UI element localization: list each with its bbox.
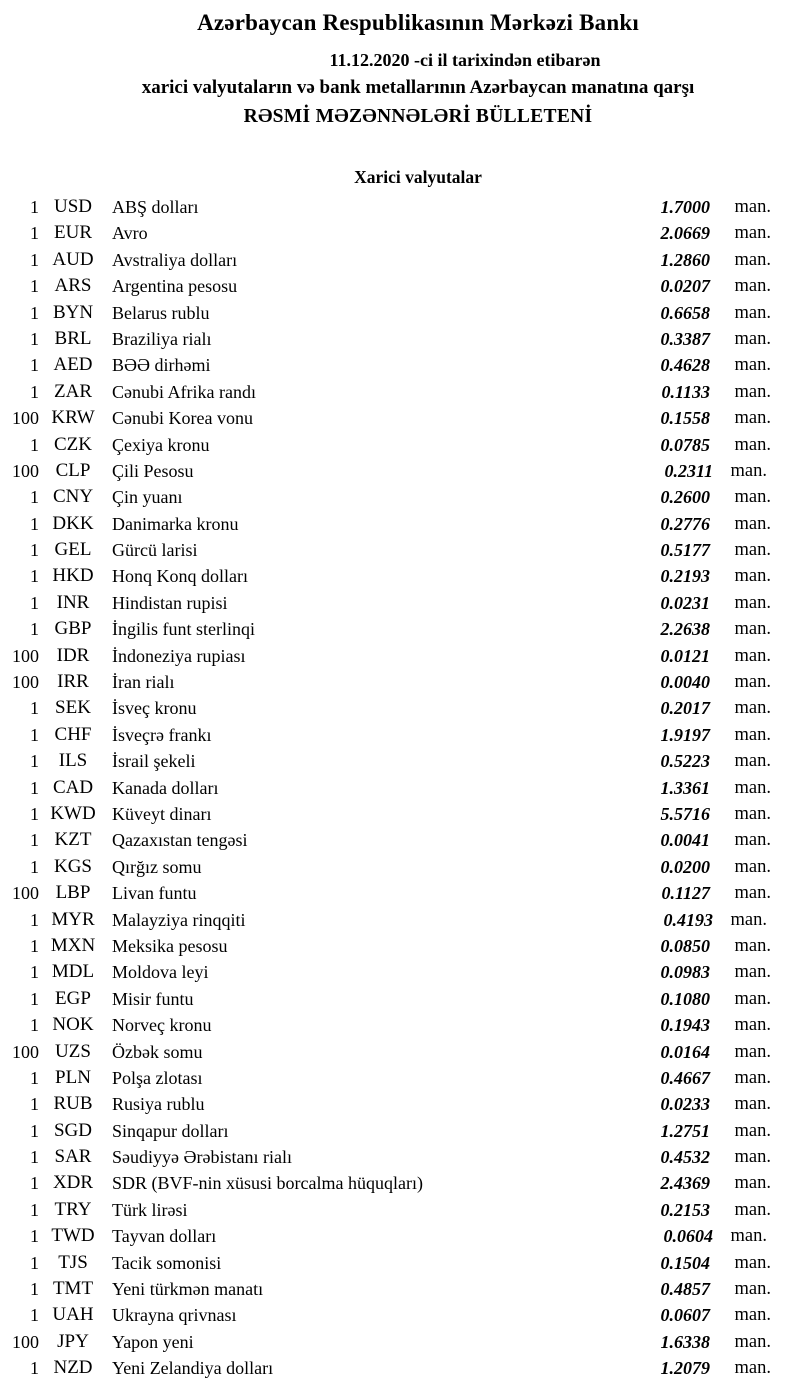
quantity-cell: 1 <box>30 1120 39 1141</box>
currency-code-cell: TMT <box>52 1278 94 1300</box>
currency-name-cell: Avstraliya dolları <box>112 249 238 270</box>
unit-label-cell: man. <box>734 645 771 666</box>
unit-label-cell: man. <box>734 698 771 719</box>
currency-code-cell: ARS <box>54 275 92 297</box>
quantity-cell: 1 <box>30 1147 39 1168</box>
table-row <box>0 643 800 669</box>
unit-label-cell: man. <box>734 328 771 349</box>
currency-code-cell: HKD <box>52 565 94 587</box>
bulletin-header <box>0 0 800 132</box>
rate-value-cell: 0.2776 <box>660 513 710 534</box>
rate-value-cell: 0.0607 <box>660 1305 710 1326</box>
currency-name-cell: Braziliya rialı <box>112 328 212 349</box>
rate-value-cell: 0.0785 <box>660 434 710 455</box>
unit-label-cell: man. <box>734 434 771 455</box>
currency-code-cell: NZD <box>53 1357 93 1379</box>
quantity-cell: 1 <box>30 592 39 613</box>
unit-label-cell: man. <box>734 935 771 956</box>
unit-label-cell: man. <box>734 1305 771 1326</box>
currency-name-cell: İran rialı <box>112 672 175 693</box>
currency-name-cell: Qazaxıstan tengəsi <box>112 830 248 851</box>
rate-value-cell: 5.5716 <box>660 803 710 824</box>
currency-code-cell: MYR <box>51 908 95 930</box>
currency-name-cell: Özbək somu <box>112 1041 203 1062</box>
unit-label-cell: man. <box>734 540 771 561</box>
rate-value-cell: 0.1133 <box>661 381 710 402</box>
table-row <box>0 1329 800 1355</box>
currency-name-cell: ABŞ dolları <box>112 197 199 217</box>
currency-name-cell: Yeni Zelandiya dolları <box>112 1358 274 1379</box>
currency-name-cell: Yapon yeni <box>112 1331 194 1352</box>
quantity-cell: 1 <box>30 909 39 930</box>
table-row <box>0 933 800 959</box>
unit-label-cell: man. <box>734 1067 771 1088</box>
currency-code-cell: EUR <box>54 222 92 244</box>
currency-code-cell: LBP <box>55 882 91 904</box>
unit-label-cell: man. <box>734 302 771 323</box>
currency-code-cell: XDR <box>52 1172 94 1194</box>
currency-code-cell: BRL <box>54 327 92 349</box>
currency-code-cell: NOK <box>52 1014 94 1036</box>
currency-name-cell: Küveyt dinarı <box>112 803 212 824</box>
currency-code-cell: CAD <box>52 776 94 798</box>
currency-code-cell: ZAR <box>54 380 92 402</box>
currency-code-cell: KWD <box>50 802 96 824</box>
currency-code-cell: JPY <box>57 1330 89 1352</box>
table-row <box>0 1170 800 1196</box>
currency-code-cell: IDR <box>56 644 90 666</box>
quantity-cell: 1 <box>30 434 39 455</box>
rate-value-cell: 0.2017 <box>660 698 710 719</box>
table-row <box>0 1276 800 1302</box>
quantity-cell: 1 <box>30 355 39 376</box>
currency-name-cell: SDR (BVF-nin xüsusi borcalma hüquqları) <box>112 1173 423 1194</box>
quantity-cell: 1 <box>30 935 39 956</box>
rate-value-cell: 0.0041 <box>660 830 710 851</box>
unit-label-cell: man. <box>734 619 771 640</box>
currency-code-cell: GEL <box>54 539 92 561</box>
currency-code-cell: DKK <box>52 512 94 534</box>
unit-label-cell: man. <box>734 1094 771 1115</box>
table-row <box>0 1223 800 1249</box>
table-row <box>0 326 800 352</box>
rate-value-cell: 2.2638 <box>660 619 710 640</box>
rate-value-cell: 1.6338 <box>660 1331 710 1352</box>
table-row <box>0 748 800 774</box>
table-row <box>0 1197 800 1223</box>
quantity-cell: 1 <box>30 328 39 349</box>
currency-code-cell: RUB <box>53 1093 93 1115</box>
currency-code-cell: PLN <box>55 1066 91 1088</box>
table-row <box>0 1144 800 1170</box>
rate-value-cell: 0.4667 <box>660 1067 710 1088</box>
table-row <box>0 273 800 299</box>
section-title-foreign-currencies: Xarici valyutalar <box>354 167 482 187</box>
effective-date-line: 11.12.2020 -ci il tarixindən etibarən <box>329 50 601 70</box>
currency-name-cell: Malayziya rinqqiti <box>112 909 246 930</box>
table-row <box>0 590 800 616</box>
unit-label-cell: man. <box>734 672 771 693</box>
rates-table <box>0 194 800 1382</box>
currency-name-cell: Kanada dolları <box>112 777 219 798</box>
table-row <box>0 352 800 378</box>
quantity-cell: 1 <box>30 223 39 244</box>
unit-label-cell: man. <box>734 1015 771 1036</box>
currency-name-cell: Səudiyyə Ərəbistanı rialı <box>112 1147 292 1168</box>
quantity-cell: 1 <box>30 619 39 640</box>
unit-label-cell: man. <box>734 1331 771 1352</box>
quantity-cell: 1 <box>30 724 39 745</box>
currency-name-cell: Türk lirəsi <box>112 1199 188 1220</box>
rate-value-cell: 0.0850 <box>660 935 710 956</box>
quantity-cell: 1 <box>30 988 39 1009</box>
unit-label-cell: man. <box>734 249 771 270</box>
rate-value-cell: 1.9197 <box>660 724 710 745</box>
quantity-cell: 100 <box>12 672 39 693</box>
rate-value-cell: 0.2311 <box>664 460 713 481</box>
table-row <box>0 1091 800 1117</box>
table-row <box>0 563 800 589</box>
quantity-cell: 1 <box>30 1252 39 1273</box>
quantity-cell: 100 <box>12 883 39 904</box>
currency-code-cell: TWD <box>51 1225 95 1247</box>
currency-name-cell: Livan funtu <box>112 883 197 904</box>
table-row <box>0 880 800 906</box>
table-row <box>0 379 800 405</box>
currency-name-cell: Moldova leyi <box>112 962 209 983</box>
quantity-cell: 100 <box>12 408 39 429</box>
unit-label-cell: man. <box>734 856 771 877</box>
rate-value-cell: 0.1943 <box>660 1015 710 1036</box>
quantity-cell: 1 <box>30 1067 39 1088</box>
quantity-cell: 1 <box>30 302 39 323</box>
currency-code-cell: KRW <box>51 407 95 429</box>
table-row <box>0 827 800 853</box>
currency-code-cell: KZT <box>54 829 92 851</box>
quantity-cell: 1 <box>30 1094 39 1115</box>
rate-value-cell: 1.3361 <box>660 777 710 798</box>
table-row <box>0 695 800 721</box>
currency-name-cell: Cənubi Afrika randı <box>112 381 256 402</box>
rate-value-cell: 0.1504 <box>660 1252 710 1273</box>
currency-name-cell: Misir funtu <box>112 988 194 1009</box>
rate-value-cell: 0.0231 <box>660 592 710 613</box>
table-row <box>0 801 800 827</box>
unit-label-cell: man. <box>730 460 767 481</box>
quantity-cell: 1 <box>30 698 39 719</box>
table-row <box>0 616 800 642</box>
table-row <box>0 458 800 484</box>
currency-code-cell: CZK <box>54 433 92 455</box>
quantity-cell: 1 <box>30 751 39 772</box>
currency-code-cell: TRY <box>54 1198 92 1220</box>
currency-name-cell: İsveç kronu <box>112 698 197 719</box>
unit-label-cell: man. <box>734 223 771 244</box>
rate-value-cell: 0.1080 <box>660 988 710 1009</box>
quantity-cell: 100 <box>12 1041 39 1062</box>
rate-value-cell: 0.4857 <box>660 1279 710 1300</box>
quantity-cell: 1 <box>30 1279 39 1300</box>
unit-label-cell: man. <box>734 777 771 798</box>
table-row <box>0 247 800 273</box>
unit-label-cell: man. <box>734 355 771 376</box>
currency-code-cell: SAR <box>54 1146 92 1168</box>
table-row <box>0 484 800 510</box>
table-row <box>0 1118 800 1144</box>
currency-name-cell: Sinqapur dolları <box>112 1120 229 1141</box>
currency-name-cell: Polşa zlotası <box>112 1067 203 1088</box>
rate-value-cell: 0.0121 <box>660 645 710 666</box>
unit-label-cell: man. <box>734 1041 771 1062</box>
quantity-cell: 100 <box>12 460 39 481</box>
currency-name-cell: Rusiya rublu <box>112 1094 205 1115</box>
unit-label-cell: man. <box>734 1147 771 1168</box>
unit-label-cell: man. <box>730 909 767 930</box>
quantity-cell: 1 <box>30 1226 39 1247</box>
currency-name-cell: Yeni türkmən manatı <box>112 1279 264 1300</box>
quantity-cell: 1 <box>30 381 39 402</box>
currency-name-cell: Danimarka kronu <box>112 513 239 534</box>
currency-code-cell: CHF <box>54 723 92 745</box>
rate-value-cell: 0.1127 <box>661 883 710 904</box>
unit-label-cell: man. <box>734 803 771 824</box>
rate-value-cell: 0.3387 <box>660 328 710 349</box>
currency-code-cell: AED <box>53 354 93 376</box>
table-row <box>0 1012 800 1038</box>
unit-label-cell: man. <box>734 1252 771 1273</box>
unit-label-cell: man. <box>734 276 771 297</box>
rate-value-cell: 0.2193 <box>660 566 710 587</box>
rate-value-cell: 0.6658 <box>660 302 710 323</box>
table-row <box>0 1065 800 1091</box>
rate-value-cell: 0.2153 <box>660 1199 710 1220</box>
currency-code-cell: INR <box>56 591 90 613</box>
currency-code-cell: EGP <box>55 987 91 1009</box>
unit-label-cell: man. <box>734 1120 771 1141</box>
quantity-cell: 1 <box>30 777 39 798</box>
unit-label-cell: man. <box>734 883 771 904</box>
currency-name-cell: Tayvan dolları <box>112 1226 217 1247</box>
quantity-cell: 1 <box>30 487 39 508</box>
quantity-cell: 1 <box>30 1358 39 1379</box>
currency-name-cell: Meksika pesosu <box>112 935 228 956</box>
unit-label-cell: man. <box>734 513 771 534</box>
currency-name-cell: Tacik somonisi <box>112 1252 222 1273</box>
quantity-cell: 1 <box>30 513 39 534</box>
currency-name-cell: Avro <box>112 223 148 244</box>
currency-code-cell: GBP <box>54 618 92 640</box>
quantity-cell: 1 <box>30 566 39 587</box>
rate-value-cell: 0.2600 <box>660 487 710 508</box>
quantity-cell: 1 <box>30 1305 39 1326</box>
table-row <box>0 432 800 458</box>
currency-code-cell: BYN <box>52 301 94 323</box>
currency-name-cell: İsrail şekeli <box>112 751 196 772</box>
table-row <box>0 907 800 933</box>
currency-name-cell: Norveç kronu <box>112 1015 212 1036</box>
currency-name-cell: İngilis funt sterlinqi <box>112 619 255 640</box>
currency-name-cell: Belarus rublu <box>112 302 210 323</box>
unit-label-cell: man. <box>734 751 771 772</box>
table-row <box>0 1355 800 1381</box>
quantity-cell: 1 <box>30 197 39 217</box>
table-row <box>0 854 800 880</box>
quantity-cell: 1 <box>30 1015 39 1036</box>
rate-value-cell: 0.4532 <box>660 1147 710 1168</box>
rate-value-cell: 0.5223 <box>660 751 710 772</box>
currency-code-cell: CLP <box>55 459 91 481</box>
currency-code-cell: SEK <box>55 697 91 719</box>
unit-label-cell: man. <box>730 1226 767 1247</box>
table-row <box>0 1302 800 1328</box>
unit-label-cell: man. <box>734 592 771 613</box>
currency-code-cell: AUD <box>52 248 94 270</box>
unit-label-cell: man. <box>734 1279 771 1300</box>
rate-value-cell: 0.4628 <box>660 355 710 376</box>
currency-name-cell: Cənubi Korea vonu <box>112 408 253 429</box>
unit-label-cell: man. <box>734 197 771 217</box>
table-row <box>0 959 800 985</box>
unit-label-cell: man. <box>734 988 771 1009</box>
currency-name-cell: Çin yuanı <box>112 487 183 508</box>
table-row <box>0 537 800 563</box>
currency-code-cell: ILS <box>58 750 88 772</box>
unit-label-cell: man. <box>734 1199 771 1220</box>
rate-value-cell: 0.1558 <box>660 408 710 429</box>
unit-label-cell: man. <box>734 1358 771 1379</box>
rate-value-cell: 1.2751 <box>660 1120 710 1141</box>
currency-name-cell: Hindistan rupisi <box>112 592 228 613</box>
currency-code-cell: SGD <box>53 1119 92 1141</box>
table-row <box>0 1250 800 1276</box>
rate-value-cell: 0.0040 <box>660 672 710 693</box>
quantity-cell: 1 <box>30 856 39 877</box>
unit-label-cell: man. <box>734 724 771 745</box>
quantity-cell: 100 <box>12 1331 39 1352</box>
currency-code-cell: TJS <box>58 1251 88 1273</box>
unit-label-cell: man. <box>734 962 771 983</box>
currency-code-cell: UZS <box>55 1040 91 1062</box>
rate-value-cell: 0.0604 <box>663 1226 713 1247</box>
currency-name-cell: Çili Pesosu <box>112 460 194 481</box>
rate-value-cell: 1.2860 <box>660 249 710 270</box>
unit-label-cell: man. <box>734 487 771 508</box>
table-row <box>0 669 800 695</box>
rate-value-cell: 0.0983 <box>660 962 710 983</box>
currency-code-cell: CNY <box>52 486 94 508</box>
currency-name-cell: Gürcü larisi <box>112 540 198 561</box>
currency-code-cell: MDL <box>51 961 95 983</box>
unit-label-cell: man. <box>734 566 771 587</box>
rate-value-cell: 0.0233 <box>660 1094 710 1115</box>
currency-name-cell: BƏƏ dirhəmi <box>112 355 211 376</box>
quantity-cell: 1 <box>30 962 39 983</box>
rate-value-cell: 1.2079 <box>660 1358 710 1379</box>
currency-code-cell: IRR <box>57 671 89 693</box>
table-row <box>0 405 800 431</box>
quantity-cell: 1 <box>30 1173 39 1194</box>
currency-code-cell: MXN <box>50 934 96 956</box>
rate-value-cell: 0.5177 <box>660 540 710 561</box>
table-row <box>0 194 800 220</box>
unit-label-cell: man. <box>734 830 771 851</box>
quantity-cell: 100 <box>12 645 39 666</box>
rate-value-cell: 0.0200 <box>660 856 710 877</box>
unit-label-cell: man. <box>734 1173 771 1194</box>
quantity-cell: 1 <box>30 830 39 851</box>
subject-line: xarici valyutaların və bank metallarının Azərbaycan manatına qarşı <box>141 77 695 98</box>
table-row <box>0 300 800 326</box>
rate-value-cell: 0.0207 <box>660 276 710 297</box>
currency-code-cell: USD <box>53 196 92 217</box>
currency-name-cell: İndoneziya rupiası <box>112 645 246 666</box>
quantity-cell: 1 <box>30 1199 39 1220</box>
quantity-cell: 1 <box>30 249 39 270</box>
bulletin-title: RƏSMİ MƏZƏNNƏLƏRİ BÜLLETENİ <box>243 106 593 127</box>
table-row <box>0 775 800 801</box>
table-row <box>0 1039 800 1065</box>
currency-name-cell: Qırğız somu <box>112 856 202 877</box>
rate-value-cell: 1.7000 <box>660 197 710 217</box>
currency-code-cell: UAH <box>52 1304 94 1326</box>
quantity-cell: 1 <box>30 276 39 297</box>
currency-name-cell: Honq Konq dolları <box>112 566 248 587</box>
rate-value-cell: 0.4193 <box>663 909 713 930</box>
quantity-cell: 1 <box>30 540 39 561</box>
currency-name-cell: Çexiya kronu <box>112 434 210 455</box>
bank-name: Azərbaycan Respublikasının Mərkəzi Bankı <box>197 10 639 35</box>
currency-name-cell: İsveçrə frankı <box>112 724 212 745</box>
currency-name-cell: Argentina pesosu <box>112 276 238 297</box>
currency-name-cell: Ukrayna qrivnası <box>112 1305 237 1326</box>
table-row <box>0 220 800 246</box>
unit-label-cell: man. <box>734 408 771 429</box>
rate-value-cell: 2.0669 <box>660 223 710 244</box>
rate-value-cell: 2.4369 <box>660 1173 710 1194</box>
quantity-cell: 1 <box>30 803 39 824</box>
unit-label-cell: man. <box>734 381 771 402</box>
table-row <box>0 511 800 537</box>
table-row <box>0 722 800 748</box>
rate-value-cell: 0.0164 <box>660 1041 710 1062</box>
currency-code-cell: KGS <box>53 855 92 877</box>
table-row <box>0 986 800 1012</box>
